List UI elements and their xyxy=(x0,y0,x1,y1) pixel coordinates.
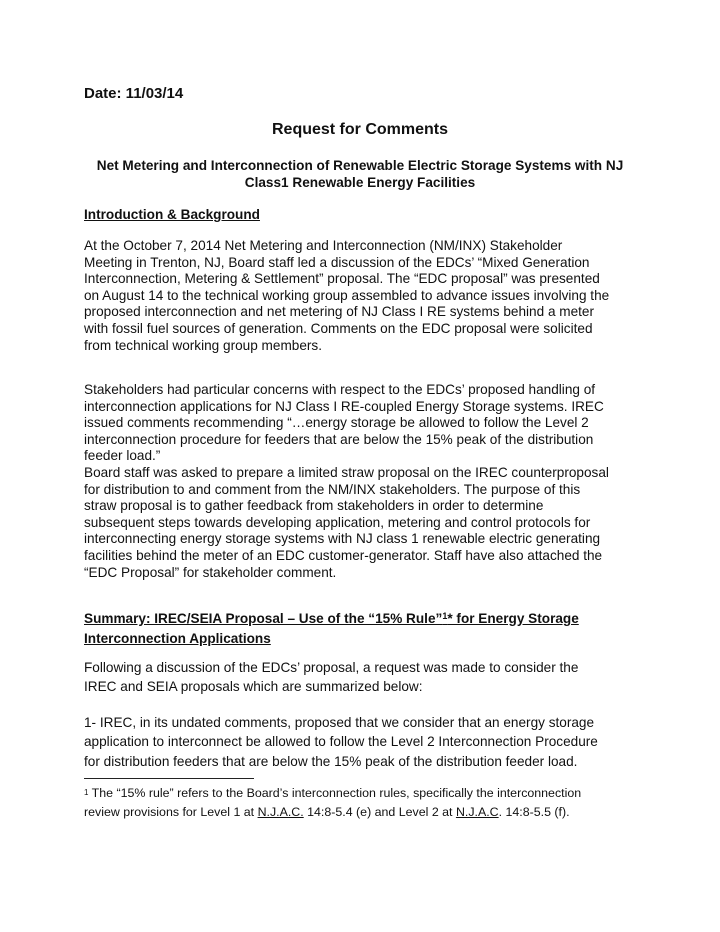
subtitle-line: Class1 Renewable Energy Facilities xyxy=(244,175,476,190)
citation-njac-level2: N.J.A.C xyxy=(455,805,499,820)
paragraph-line: interconnection procedure for feeders that are below the 15% peak of the distribution xyxy=(84,431,594,447)
paragraph-line: At the October 7, 2014 Net Metering and Interconnection (NM/INX) Stakeholder xyxy=(84,238,563,253)
paragraph-line: Interconnection, Metering & Settlement” proposal. The “EDC proposal” was presented xyxy=(84,271,600,287)
paragraph-line: straw proposal is to gather feedback from stakeholders in order to determine xyxy=(84,498,544,514)
summary-heading-line xyxy=(84,609,644,629)
paragraph-line: proposed interconnection and net metering of NJ Class I RE systems behind a meter xyxy=(84,304,595,320)
paragraph-line: subsequent steps towards developing application, metering and control protocols for xyxy=(84,514,591,530)
section-heading-summary xyxy=(84,609,644,649)
summary-heading-line: Interconnection Applications xyxy=(84,631,271,646)
page-title: Request for Comments xyxy=(271,121,449,138)
paragraph-line: application to interconnect be allowed to follow the Level 2 Interconnection Procedure xyxy=(84,734,598,750)
paragraph-line: issued comments recommending “…energy storage be allowed to follow the Level 2 xyxy=(84,415,589,431)
paragraph-line: “EDC Proposal” for stakeholder comment. xyxy=(84,564,337,580)
paragraph-line: feeder load.” xyxy=(84,448,161,464)
footnote-reference[interactable]: 1 xyxy=(442,611,448,621)
summary-heading-text: Summary: IREC/SEIA Proposal – Use of the “15% Rule” xyxy=(84,611,443,626)
paragraph-line: with fossil fuel sources of generation. Comments on the EDC proposal were solicited xyxy=(84,320,593,336)
paragraph-line: 1- IREC, in its undated comments, proposed that we consider that an energy storage xyxy=(84,715,595,730)
paragraph-line: facilities behind the meter of an EDC customer-generator. Staff have also attached the xyxy=(84,547,603,563)
footnote-text: The “15% rule” refers to the Board’s interconnection rules, specifically the interconnection xyxy=(88,786,582,800)
paragraph-straw-proposal xyxy=(84,465,644,581)
footnote-divider xyxy=(84,778,254,779)
paragraph-line: on August 14 to the technical working group assembled to advance issues involving the xyxy=(84,287,610,303)
paragraph-line: interconnecting energy storage systems with NJ class 1 renewable electric generating xyxy=(84,531,601,547)
subtitle-line: Net Metering and Interconnection of Renewable Electric Storage Systems with NJ xyxy=(96,158,624,173)
paragraph-line: Following a discussion of the EDCs’ proposal, a request was made to consider the xyxy=(84,660,579,675)
paragraph-request xyxy=(84,658,644,697)
date-line: Date: 11/03/14 xyxy=(84,85,184,102)
paragraph-line: interconnection applications for NJ Class I RE-coupled Energy Storage systems. IREC xyxy=(84,398,604,414)
footnote-text: review provisions for Level 1 at xyxy=(84,805,258,820)
paragraph-stakeholder-concerns xyxy=(84,382,644,465)
footnote xyxy=(84,784,644,823)
paragraph-meeting-background xyxy=(84,238,644,354)
summary-heading-text: * for Energy Storage xyxy=(447,611,579,626)
paragraph-line: IREC and SEIA proposals which are summarized below: xyxy=(84,679,423,695)
paragraph-line: from technical working group members. xyxy=(84,337,322,353)
paragraph-line: Stakeholders had particular concerns with respect to the EDCs’ proposed handling of xyxy=(84,382,596,397)
list-item-irec-proposal xyxy=(84,713,644,771)
paragraph-line: for distribution feeders that are below the 15% peak of the distribution feeder load. xyxy=(84,753,578,769)
footnote-line xyxy=(84,803,644,822)
footnote-marker: 1 xyxy=(84,788,89,797)
section-heading-introduction: Introduction & Background xyxy=(84,207,260,222)
footnote-text: 14:8-5.4 (e) and Level 2 at xyxy=(303,805,456,820)
footnote-line xyxy=(84,784,644,803)
citation-njac-level1: N.J.A.C. xyxy=(257,805,304,820)
paragraph-line: for distribution to and comment from the NM/INX stakeholders. The purpose of this xyxy=(84,481,581,497)
paragraph-line: Board staff was asked to prepare a limited straw proposal on the IREC counterproposal xyxy=(84,465,609,480)
paragraph-line: Meeting in Trenton, NJ, Board staff led a discussion of the EDCs’ “Mixed Generation xyxy=(84,254,590,270)
footnote-text: . 14:8-5.5 (f). xyxy=(498,805,570,820)
document-subtitle xyxy=(60,157,660,191)
